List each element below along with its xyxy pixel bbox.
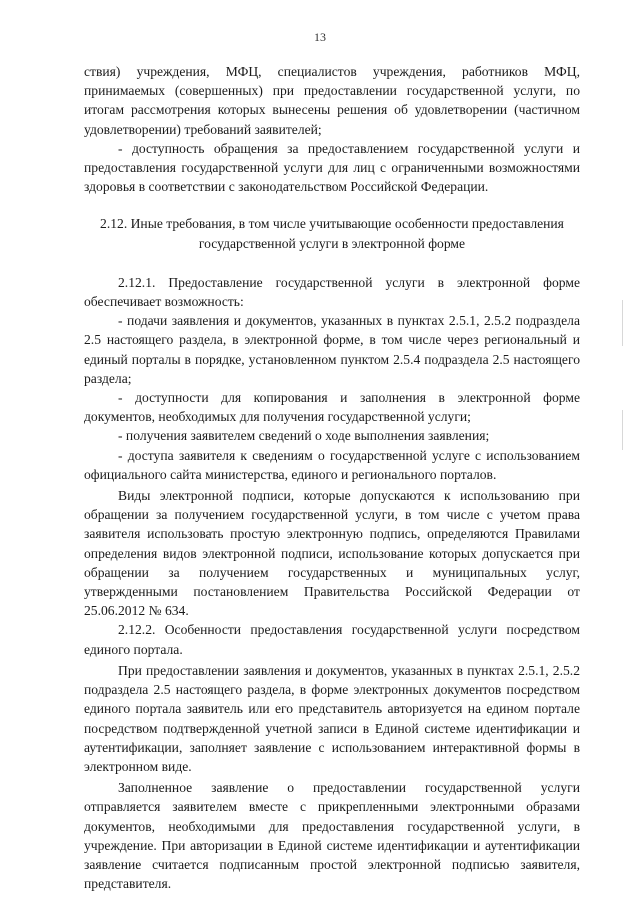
list-item-access: - доступа заявителя к сведениям о государственной услуге с использованием официального сайта министерства, единого и регионального порталов. xyxy=(84,447,580,482)
scan-artifact-line xyxy=(622,410,623,450)
paragraph-filled-application: Заполненное заявление о предоставлении государственной услуги отправляется заявителем вместе с прикрепленными электронными образами документов, необходимыми для предоставления государственной услуги, в учреждение. При авторизации в Единой системе идентификации и аутентификации заявление считается подписанным простой электронной подписью заявителя, представителя. xyxy=(84,780,580,892)
paragraph-portal-submission: При предоставлении заявления и документов, указанных в пунктах 2.5.1, 2.5.2 подраздела 2.5 настоящего раздела, в форме электронных документов посредством единого портала заявитель или его представитель авторизуется на едином портале посредством подтвержденной учетной записи в Единой системе идентификации и аутентификации, заполняет заявление с использованием интерактивной формы в электронном виде. xyxy=(84,662,580,774)
paragraph-2-12-2: 2.12.2. Особенности предоставления государственной услуги посредством единого портала. xyxy=(84,622,580,657)
paragraph-continuation: ствия) учреждения, МФЦ, специалистов учреждения, работников МФЦ, принимаемых (совершенных) при предоставлении государственной услуги, по итогам рассмотрения которых вынесены решения об удовлетворении (частичном удовлетворении) требований заявителей; xyxy=(84,64,580,137)
list-item-copying: - доступности для копирования и заполнения в электронной форме документов, необходимых для получения государственной услуги; xyxy=(84,390,580,425)
paragraph-2-12-1: 2.12.1. Предоставление государственной услуги в электронной форме обеспечивает возможность: xyxy=(84,274,580,310)
scan-artifact-line xyxy=(622,300,623,346)
section-heading: 2.12. Иные требования, в том числе учитывающие особенности предоставления государственной услуги в электронной форме xyxy=(100,216,564,251)
list-item-submission: - подачи заявления и документов, указанных в пунктах 2.5.1, 2.5.2 подраздела 2.5 настоящего раздела, в электронной форме, в том числе через региональный и единый порталы в порядке, установленном пунктом 2.5.4 подраздела 2.5 настоящего раздела; xyxy=(84,313,580,386)
list-item-status: - получения заявителем сведений о ходе выполнения заявления; xyxy=(118,428,490,444)
document-body xyxy=(84,62,580,893)
page-number: 13 xyxy=(314,30,326,44)
paragraph-accessibility: - доступность обращения за предоставлением государственной услуги и предоставления государственной услуги для лиц с ограниченными возможностями здоровья в соответствии с законодательством Российской Федерации. xyxy=(84,140,580,195)
paragraph-signature-types: Виды электронной подписи, которые допускаются к использованию при обращении за получением государственной услуги, в том числе с учетом права заявителя использовать простую электронную подпись, определяются Правилами определения видов электронной подписи, использование которых допускается при обращении за получением государственных и муниципальных услуг, утвержденными постановлением Правительства Российской Федерации от 25.06.2012 № 634. xyxy=(84,488,580,619)
